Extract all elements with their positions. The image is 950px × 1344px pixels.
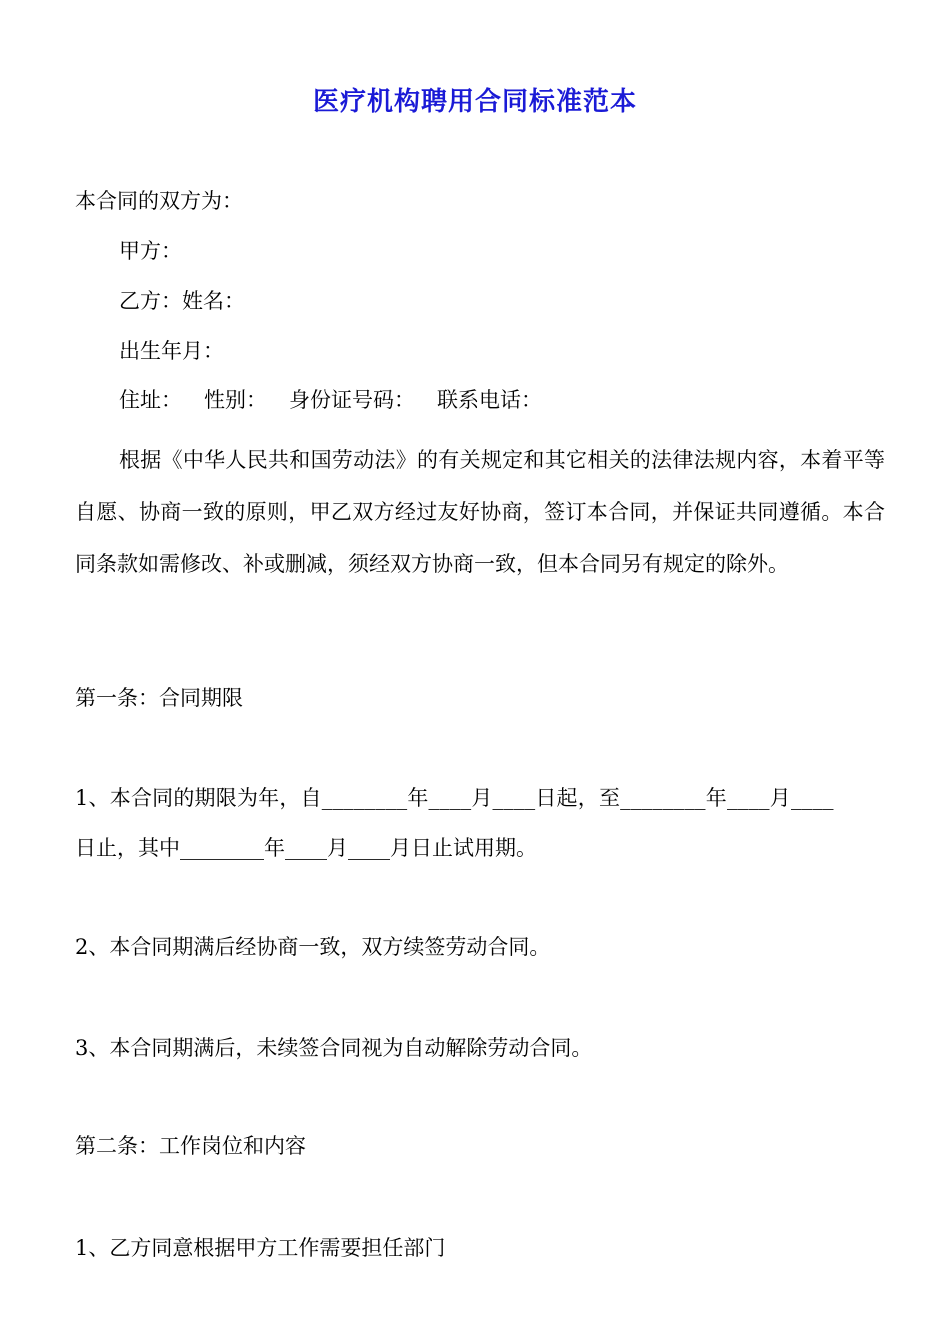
party-b-details-row [119,385,542,415]
article-1-item-3: 3、本合同期满后，未续签合同视为自动解除劳动合同。 [75,1036,593,1060]
article-2-item-1: 1、乙方同意根据甲方工作需要担任部门 [75,1236,446,1260]
article-1-item-1-line-1: 1、本合同的期限为年，自________年____月____日起，至________年____月____ [75,786,834,810]
gender-label: 性别： [204,388,267,412]
party-a-label: 甲方： [119,239,182,263]
address-label: 住址： [119,388,182,412]
article-1-item-1-line-2: 日止，其中________年____月____月日止试用期。 [75,836,537,860]
article-1-heading: 第一条：合同期限 [75,686,243,710]
document-title: 医疗机构聘用合同标准范本 [312,87,637,117]
birth-date-label: 出生年月： [119,339,224,363]
intro-text: 本合同的双方为： [75,189,243,213]
phone-label: 联系电话： [437,388,542,412]
preamble-paragraph: 根据《中华人民共和国劳动法》的有关规定和其它相关的法律法规内容，本着平等自愿、协商一致的原则，甲乙双方经过友好协商，签订本合同，并保证共同遵循。本合同条款如需修改、补或删减，须经双方协商一致，但本合同另有规定的除外。 [75,448,885,576]
article-1-item-2: 2、本合同期满后经协商一致，双方续签劳动合同。 [75,935,551,959]
article-2-heading: 第二条：工作岗位和内容 [75,1134,306,1158]
party-b-name-label: 乙方：姓名： [119,289,245,313]
id-number-label: 身份证号码： [289,388,415,412]
